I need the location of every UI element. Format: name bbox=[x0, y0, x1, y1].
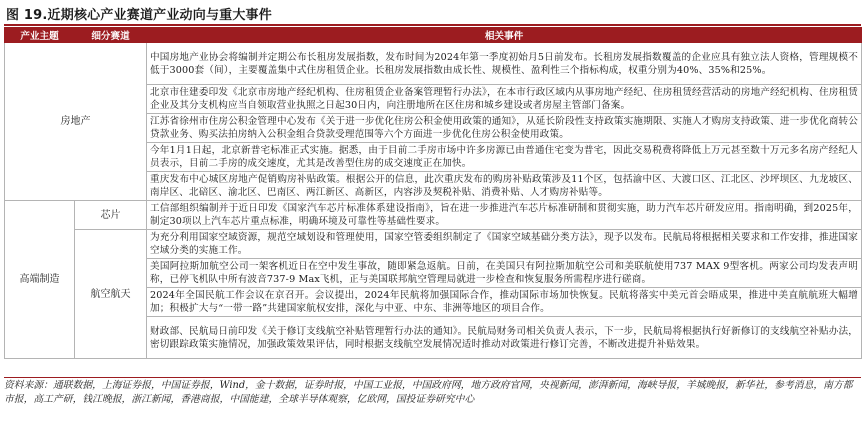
header-events: 相关事件 bbox=[147, 28, 862, 43]
event-cell: 财政部、民航局日前印发《关于修订支线航空补贴管理暂行办法的通知》。民航局财务司相关负责人表示，下一步，民航局将根据执行好新修订的支线航空补贴办法，密切跟踪政策实施情况，加强政策效果评估，同时根据支线航空发展情况适时推动对政策进行修订完善，不断改进提升补贴效果。 bbox=[147, 317, 862, 359]
header-subtrack: 细分赛道 bbox=[75, 28, 147, 43]
industry-high-end-manufacturing: 高端制造 bbox=[5, 201, 75, 359]
event-cell: 美国阿拉斯加航空公司一架客机近日在空中发生事故，随即紧急返航。日前，在美国只有阿拉斯加航空公司和美联航使用737 MAX 9型客机。两家公司均发表声明称，已停飞机队中所有波音737-9 Max飞机，正与美国联邦航空管理局就进一步检查和恢复服务所需程序进行磋商。 bbox=[147, 259, 862, 288]
subtrack-chips: 芯片 bbox=[75, 201, 147, 230]
industry-real-estate: 房地产 bbox=[5, 43, 147, 201]
table-header-row bbox=[5, 28, 862, 43]
figure-title: 图 19.近期核心产业赛道产业动向与重大事件 bbox=[6, 8, 272, 23]
events-table bbox=[4, 27, 862, 359]
source-note: 资料来源：通联数据，上海证券报，中国证券报，Wind，金十数据，证券时报，中国工业报，中国政府网，地方政府官网，央视新闻，澎湃新闻，海峡导报，羊城晚报，新华社，参考消息，南方都市报，高工产研，钱江晚报，浙江新闻，香港商报，中国能建，全球半导体观察，亿欧网，国投证券研究中心 bbox=[4, 380, 853, 405]
event-cell: 为充分利用国家空域资源，规范空域划设和管理使用，国家空管委组织制定了《国家空域基础分类方法》，现予以发布。民航局将根据相关要求和工作安排，推进国家空域分类的实施工作。 bbox=[147, 230, 862, 259]
event-cell: 工信部组织编制并于近日印发《国家汽车芯片标准体系建设指南》，旨在进一步推进汽车芯片标准研制和贯彻实施，助力汽车芯片研发应用。指南明确，到2025年，制定30项以上汽车芯片重点标准，明确环境及可靠性等基础性要求。 bbox=[147, 201, 862, 230]
event-cell: 江苏省徐州市住房公积金管理中心发布《关于进一步优化住房公积金使用政策的通知》，从延长阶段性支持政策实施期限、实施人才购房支持政策、进一步优化商转公贷款业务、购买法拍房纳入公积金组合贷款受理范围等六个方面进一步优化住房公积金使用政策。 bbox=[147, 114, 862, 143]
subtrack-aviation: 航空航天 bbox=[75, 230, 147, 359]
event-cell: 北京市住建委印发《北京市房地产经纪机构、住房租赁企业备案管理暂行办法》，在本市行政区域内从事房地产经纪、住房租赁经营活动的房地产经纪机构、住房租赁企业及其分支机构应当自领取营业执照之日起30日内，向注册地所在区住房和城乡建设或者房屋主管部门备案。 bbox=[147, 85, 862, 114]
event-cell: 重庆发布中心城区房地产促销购房补贴政策。根据公开的信息，此次重庆发布的购房补贴政策涉及11个区，包括渝中区、大渡口区、江北区、沙坪坝区、九龙坡区、南岸区、北碚区、渝北区、巴南区、两江新区、高新区，内容涉及契税补贴、消费补贴、人才购房补贴等。 bbox=[147, 172, 862, 201]
table-bottom-divider bbox=[4, 377, 861, 378]
event-cell: 今年1月1日起，北京新普宅标准正式实施。据悉，由于目前二手房市场中许多房源已由普通住宅变为普宅，因此交易税费将降低上万元甚至数十万元多名房产经纪人员表示，目前二手房的成交速度，尤其是改善型住房的成交速度正在加快。 bbox=[147, 143, 862, 172]
event-cell: 中国房地产业协会将编制并定期公布长租房发展指数，发布时间为2024年第一季度初始月5日前发布。长租房发展指数覆盖的企业应具有独立法人资格，管理规模不低于3000套（间），主要覆盖集中式住房租赁企业。长租房发展指数由成长性、规模性、盈利性三个指标构成，权重分别为40%、35%和25%。 bbox=[147, 43, 862, 85]
table-row bbox=[5, 43, 862, 85]
table-row bbox=[5, 201, 862, 230]
title-divider bbox=[4, 24, 861, 26]
header-industry: 产业主题 bbox=[5, 28, 75, 43]
table-row bbox=[5, 230, 862, 259]
event-cell: 2024年全国民航工作会议在京召开。会议提出，2024年民航将加强国际合作，推动国际市场加快恢复。民航将落实中美元首会晤成果，推进中美直航航班大幅增加；积极扩大与“一带一路”共建国家航权安排，深化与中亚、中东、非洲等地区的项目合作。 bbox=[147, 288, 862, 317]
